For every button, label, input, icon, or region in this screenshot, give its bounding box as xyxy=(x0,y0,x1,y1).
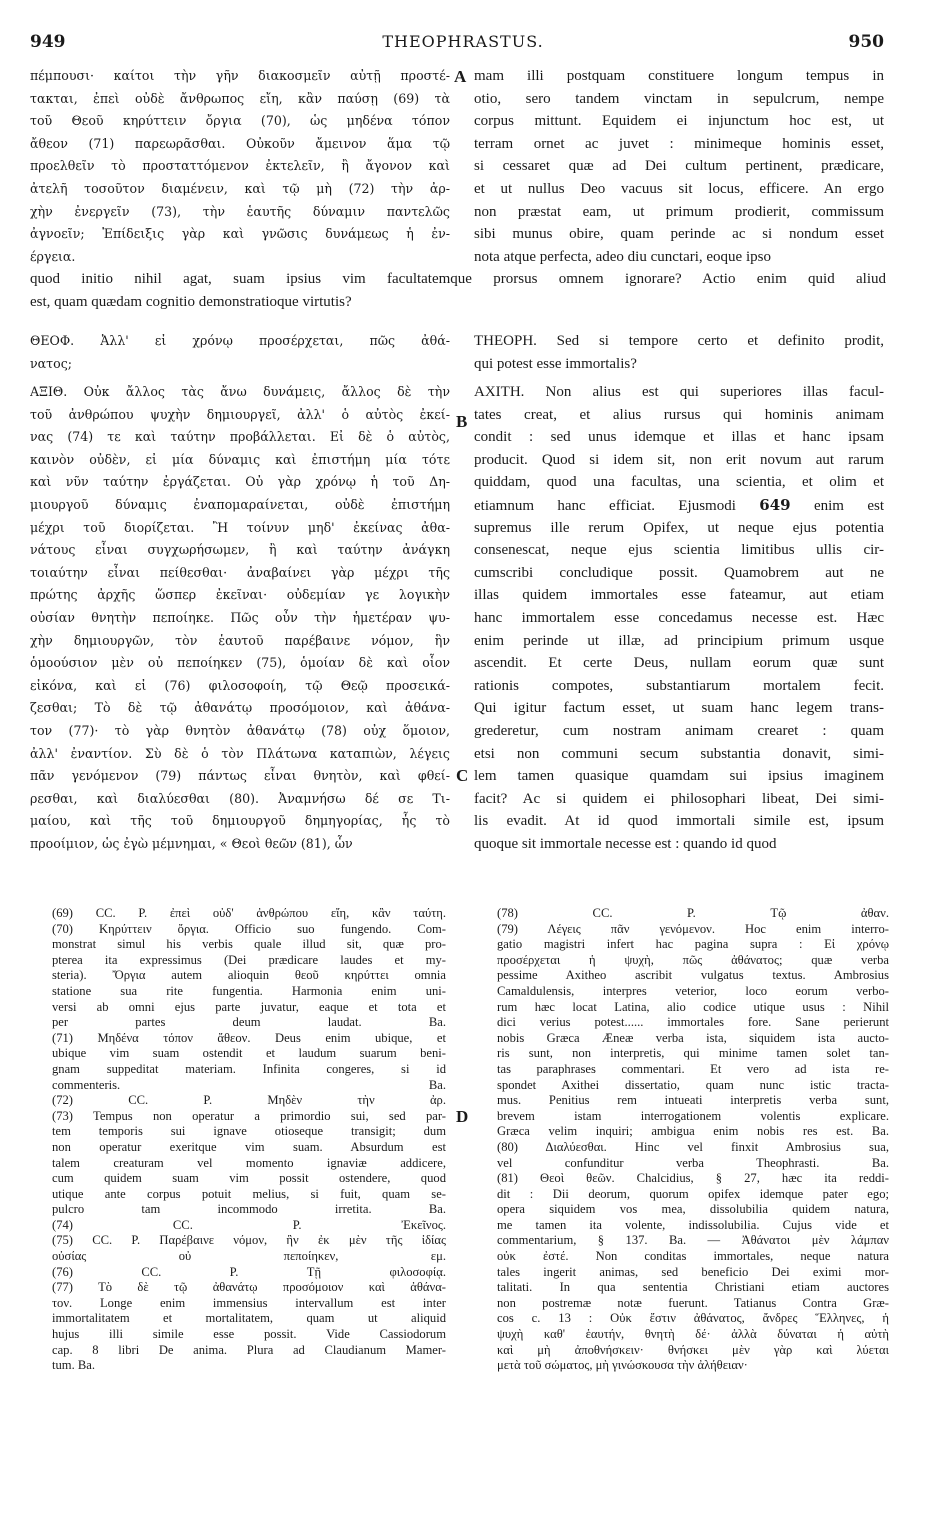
margin-letter-b: B xyxy=(456,412,468,431)
notesR-line: καὶ μὴ ἀποθνήσκειν· θνήσκει μὲν γὰρ καὶ λύεται xyxy=(497,1342,889,1357)
latin-column-block-3 xyxy=(474,381,884,855)
gr3-line: πᾶν γενόμενον (79) πάντως εἶναι θνητὸν, καὶ φθεί- xyxy=(30,768,450,784)
notesR-line: ris sunt, non interpretis, qui minime tamen solet tan- xyxy=(497,1046,889,1061)
notesR-line: μετὰ τοῦ σώματος, μὴ γινώσκουσα τὴν ἀλήθειαν· xyxy=(497,1358,748,1373)
notesL-line: (70) Κηρύττειν ὄργια. Officio suo fungendo. Com- xyxy=(52,921,446,936)
gr1-line: ἄθεον (71) παρεωρᾶσθαι. Οὐκοῦν ἄμεινον ἅμα τῷ xyxy=(30,135,450,151)
gr3-line: προοίμιον, ὡς ἐγὼ μέμνημαι, « Θεοὶ θεῶν (81), ὧν xyxy=(30,835,353,851)
notesL-line: tem temporis sui ignave otioseque transigit; dum xyxy=(52,1124,446,1139)
notesL-line: τον. Longe enim immensius intervallum est inter xyxy=(52,1295,446,1310)
span-line: quod initio nihil agat, suam ipsius vim facultatemque prorsus omnem ignorare? Actio enim quid aliud xyxy=(30,271,886,287)
span-line: est, quam quædam cognitio demonstratioque virtutis? xyxy=(30,293,352,310)
la3-line: consenescat, neque ejus scientia limitibus ullis cir- xyxy=(474,542,884,559)
la2-line: THEOPH. Sed si tempore certo et definito prodit, xyxy=(474,333,884,349)
gr1-line: τακται, ἐπεὶ οὐδὲ ἄνθρωπος εἴη, κἂν παύσῃ (69) τὰ xyxy=(30,90,450,106)
running-title: THEOPHRASTUS. xyxy=(382,32,544,51)
notesR-line: gatio magistri infert hac pagina supra : Εἰ χρόνῳ xyxy=(497,937,889,952)
page-number-left: 949 xyxy=(30,32,66,52)
notesR-line: (78) CC. P. Τῷ ἀθαν. xyxy=(497,906,889,920)
la3-line: lem tamen quasique quamdam sui ipsius imaginem xyxy=(474,768,884,785)
latin-spanning-lines xyxy=(30,268,886,313)
gr1-line: χὴν ἐνεργεῖν (73), τὴν ἑαυτῆς δύναμιν παντελῶς xyxy=(30,203,450,219)
notesL-line: (69) CC. P. ἐπεὶ οὐδ' ἀνθρώπου εἴη, κἂν ταύτη. xyxy=(52,906,446,920)
la3-line: condit : sed unus idemque et illas et hanc ipsam xyxy=(474,429,884,446)
notesL-line: steria). Ὄργια autem alioquin θεοῦ κηρύττει omnia xyxy=(52,968,446,983)
gr3-line: τον (77)· τὸ γὰρ θνητὸν ἀθανάτῳ (78) οὐχ ὅμοιον, xyxy=(30,722,450,738)
notesL-line: non operatur exeritque vim suam. Absurdum est xyxy=(52,1139,446,1154)
la3-line: tates creat, et alius rursus qui hominis animam xyxy=(474,406,884,423)
latin-column-block-1 xyxy=(474,65,884,268)
la1-line: et ut nullus Deo vacuus sit locus, efficere. An ergo xyxy=(474,180,884,197)
gr3-line: εἰκόνα, καὶ εἰ (76) φιλοσοφοίη, τῷ Θεῷ προσεικά- xyxy=(30,677,450,693)
notesL-line: immortalitatem et mortalitatem, quam ut aliquid xyxy=(52,1311,446,1326)
notesL-line: pterea ita expressimus (Dei prædicare laudes et my- xyxy=(52,952,446,967)
notesR-line: brevem istam interrogationem volentis explicare. xyxy=(497,1108,889,1123)
notesR-line: talitati. In qua sententia Christiani etiam auctores xyxy=(497,1280,889,1295)
la3-line: etsi non communi secum substantia donavit, simi- xyxy=(474,745,884,762)
margin-letter-c: C xyxy=(456,766,469,785)
la1-line: otio, sero tandem vinctam in sepulcrum, nempe xyxy=(474,90,884,107)
gr2-line: νατος; xyxy=(30,355,73,371)
notesL-line: (71) Μηδένα τόπον ἄθεον. Deus enim ubique, et xyxy=(52,1030,446,1045)
la3-line: hanc immortalem esse concedamus necesse est. Hæc xyxy=(474,609,884,626)
latin-line-text: enim est xyxy=(813,497,884,514)
notesR-line: dit : Dii deorum, quorum opifex idemque pater ego; xyxy=(497,1186,889,1201)
notesR-line: (80) Διαλύεσθαι. Hinc vel finxit Ambrosius sua, xyxy=(497,1139,889,1154)
margin-letter-d: D xyxy=(456,1107,469,1126)
margin-letter-a: A xyxy=(454,67,467,86)
gr2-line: ΘΕΟΦ. Ἀλλ' εἰ χρόνῳ προσέρχεται, πῶς ἀθά- xyxy=(30,333,450,348)
notesR-line: nobis Græca Æneæ verba ista, siquidem ista aucto- xyxy=(497,1030,889,1045)
gr1-line: έργεια. xyxy=(30,248,76,264)
notesR-line: dici verius potest...... immortales fore. Sane perierunt xyxy=(497,1015,889,1030)
gr3-line: ἀλλ' ἐναντίον. Σὺ δὲ ὁ τὸν Πλάτωνα καταπιὼν, λέγεις xyxy=(30,745,450,761)
gr3-line: χὴν δημιουργῶν, τὸν ἑαυτοῦ παρέβαινε νόμον, ἣν xyxy=(30,632,450,648)
gr3-line: μαίου, καὶ τῆς τοῦ δημιουργοῦ δημηγορίας, ἧς τὸ xyxy=(30,813,450,829)
notesR-line: (79) Λέγεις πᾶν γενόμενον. Hoc enim interro- xyxy=(497,921,889,936)
la3-line: Qui igitur factum esset, ut suam hanc legem trans- xyxy=(474,700,884,717)
la3-line xyxy=(474,494,884,517)
la3-line: grederetur, cum nostram animam crearet : quam xyxy=(474,722,884,739)
column-number-marker: 649 xyxy=(759,495,791,514)
la3-line: AXITH. Non alius est qui superiores illas facul- xyxy=(474,384,884,400)
notesR-line: προσέρχεται ἡ ψυχὴ, πῶς ἀθάνατος; quæ verba xyxy=(497,952,889,967)
la3-line: ascendit. Et certe Deus, nullam eorum quæ sunt xyxy=(474,655,884,672)
notesL-line: (76) CC. P. Τῇ φιλοσοφίᾳ. xyxy=(52,1264,446,1279)
notesL-line: hujus illi simile esse possit. Vide Cassiodorum xyxy=(52,1327,446,1342)
notesR-line: Camaldulensis, interpres veterior, loco eorum verbo- xyxy=(497,983,889,998)
greek-dialogue-theoph xyxy=(30,330,450,375)
notesR-line: spondet Axithei dissertatio, quam nunc istic tracta- xyxy=(497,1077,889,1092)
la1-line: nota atque perfecta, adeo diu cunctari, eoque ipso xyxy=(474,248,771,265)
footnotes-right xyxy=(497,906,889,1374)
gr3-line: νάτους εἶναι συγχωρήσωμεν, ἢ καὶ ταύτην ἀνάγκη xyxy=(30,542,450,558)
gr1-line: πέμπουσι· καίτοι τὴν γῆν διακοσμεῖν αὐτῇ προστέ- xyxy=(30,68,450,83)
gr3-line: καὶ νῦν ταύτην ἐργάζεται. Οὐ γὰρ χρόνῳ ἡ τοῦ Δη- xyxy=(30,474,450,490)
la1-line: terram ornet ac juvet : minimeque hominis esset, xyxy=(474,135,884,152)
notesL-line: cum quidem suam vim possit ostendere, quod xyxy=(52,1171,446,1186)
notesR-line: mus. Penitius rem intueati interpretis verba sunt, xyxy=(497,1093,889,1108)
greek-column-block-3 xyxy=(30,381,450,855)
gr3-line: τοῦ ἀνθρώπου ψυχὴν δημιουργεῖ, ἀλλ' ὁ αὐτὸς ἐκεί- xyxy=(30,406,450,422)
gr3-line: ρεσθαι, καὶ διαλύεσθαι (80). Ἀναμνήσω δέ σε Τι- xyxy=(30,790,450,806)
la3-line: enim perinde ut illæ, ad principium primum usque xyxy=(474,632,884,649)
notesL-line: (75) CC. P. Παρέβαινε νόμον, ἣν ἐκ μὲν τῆς ἰδίας xyxy=(52,1233,446,1248)
notesR-line: οὐκ ἐστέ. Non conditas immortales, neque natura xyxy=(497,1249,889,1264)
gr1-line: ἀγνοεῖν; Ἐπίδειξις γὰρ καὶ γνῶσις δυνάμεως ἡ ἐν- xyxy=(30,226,450,242)
notesL-line: (77) Τὸ δὲ τῷ ἀθανάτῳ προσόμοιον καὶ ἀθάνα- xyxy=(52,1280,446,1295)
notesL-line: οὐσίας οὐ πεποίηκεν, εμ. xyxy=(52,1249,446,1264)
greek-column-block-1 xyxy=(30,65,450,268)
notesR-line: tas paraphrases commentari. Et vero ad ista re- xyxy=(497,1061,889,1076)
notesL-line: monstrat simul his verbis quale illud sit, quæ pro- xyxy=(52,937,446,952)
gr3-line: πρώτης ἀρχῆς ὥσπερ ἐκεῖναι· οὐδεμίαν γε λογικὴν xyxy=(30,587,450,603)
la3-line: supremus ille rerum Opifex, ut neque ejus potentia xyxy=(474,519,884,536)
gr1-line: ἀτελῆ τοσοῦτον διαμένειν, καὶ τῷ μὴ (72) τὴν ἀρ- xyxy=(30,180,450,196)
gr3-line: ὁμοούσιον μὲν οὐ πεποίηκεν (75), ὁμοίαν δὲ καὶ οἷον xyxy=(30,655,450,671)
notesL-line: utique ante corpus potuit melius, si fuit, quam se- xyxy=(52,1186,446,1201)
gr3-line: οὐσίαν θνητὴν πεποίηκε. Πῶς οὖν τὴν ἡμετέραν ψυ- xyxy=(30,609,450,625)
la3-line: quoque sit immortale necesse est : quando id quod xyxy=(474,835,777,852)
la1-line: mam illi postquam constituere longum tempus in xyxy=(474,68,884,84)
notesR-line: vel confunditur verba Theophrasti. Ba. xyxy=(497,1155,889,1170)
footnotes-left xyxy=(52,906,446,1374)
notesR-line: rum hæc locat Latina, alio codice utique usus : Nihil xyxy=(497,999,889,1014)
notesR-line: non postremæ notæ fuerunt. Tatianus Contra Græ- xyxy=(497,1295,889,1310)
la3-line: lis evadit. At id quod immortali simile est, ipsum xyxy=(474,813,884,830)
la2-line: qui potest esse immortalis? xyxy=(474,355,637,372)
gr1-line: προελθεῖν τὸ προσταττόμενον ἐκτελεῖν, ἢ ἄγονον καὶ xyxy=(30,158,450,174)
notesR-line: commentarium, § 137. Ba. — Ἀθάνατοι μὲν λάμπαν xyxy=(497,1233,889,1248)
page-number-right: 950 xyxy=(848,32,884,52)
la1-line: si cessaret quæ ad Dei cultum pertinent, prædicare, xyxy=(474,158,884,175)
la1-line: corpus mittunt. Equidem ei injunctum hoc est, ut xyxy=(474,113,884,130)
la1-line: sibi munus obire, quam perinde ac si nondum esset xyxy=(474,226,884,243)
la3-line: cumscribi concludique possit. Quamobrem aut ne xyxy=(474,564,884,581)
notesL-line: per partes deum laudat. Ba. xyxy=(52,1015,446,1030)
notesL-line: (74) CC. P. Ἐκεῖνος. xyxy=(52,1217,446,1232)
la3-line: facit? Ac si quidem ei philosophari libeat, Dei simi- xyxy=(474,790,884,807)
la3-line: producit. Quod si idem sit, non erit novum aut rarum xyxy=(474,451,884,468)
latin-line-text: etiamnum hanc efficiat. Ejusmodi xyxy=(474,497,736,514)
notesR-line: tales ingerit animas, sed beneficio Dei eximi mor- xyxy=(497,1264,889,1279)
notesR-line: pessime Axitheo ascribit vulgatus textus. Ambrosius xyxy=(497,968,889,983)
la3-line: illas quidem immortales esse fateamur, aut etiam xyxy=(474,587,884,604)
notesL-line: commenteris. Ba. xyxy=(52,1077,446,1092)
gr3-line: ΑΞΙΘ. Οὐκ ἄλλος τὰς ἄνω δυνάμεις, ἄλλος δὲ τὴν xyxy=(30,384,450,399)
gr3-line: μέχρι τοῦ διορίζεται. Ἢ τοίνυν μηδ' ἐκείνας ἀθα- xyxy=(30,519,450,535)
notesR-line: opera siquidem vos mea, dissolubilia quidem natura, xyxy=(497,1202,889,1217)
notesL-line: statione sua rite fungentia. Harmonia enim uni- xyxy=(52,983,446,998)
notesR-line: Græca velim inquiri; ambigua enim nobis res est. Ba. xyxy=(497,1124,889,1139)
gr3-line: νας (74) τε καὶ ταύτην προβάλλεται. Εἰ δὲ ὁ αὐτὸς, xyxy=(30,429,450,445)
notesR-line: me tamen ita volente, indissolubilia. Cujus vide et xyxy=(497,1217,889,1232)
gr3-line: μιουργοῦ δύναμις ἐναπομαραίνεται, οὐδὲ ἐπιστήμη xyxy=(30,496,450,512)
notesL-line: cap. 8 libri De anima. Plura ad Claudianum Mamer- xyxy=(52,1342,446,1357)
notesL-line: talem creaturam vel momento ignaviæ addicere, xyxy=(52,1155,446,1170)
notesL-line: ubique vim suam ostendit et laudum suarum beni- xyxy=(52,1046,446,1061)
la3-line: quiddam, quod una facultas, una scientia, et olim et xyxy=(474,474,884,491)
notesL-line: (72) CC. P. Μηδὲν τὴν ἀρ. xyxy=(52,1093,446,1108)
gr1-line: τοῦ Θεοῦ κηρύττειν ὄργια (70), ὡς μηδένα τόπον xyxy=(30,113,450,129)
notesL-line: tum. Ba. xyxy=(52,1358,96,1373)
la1-line: non præstat eam, ut primum prodierit, commissum xyxy=(474,203,884,220)
notesR-line: (81) Θεοὶ θεῶν. Chalcidius, § 27, hæc ita reddi- xyxy=(497,1171,889,1186)
notesL-line: (73) Tempus non operatur a primordio sui, sed par- xyxy=(52,1108,446,1123)
notesL-line: pulcro tam incommodo irretita. Ba. xyxy=(52,1202,446,1217)
la3-line: rationis compotes, substantiarum mortalem fecit. xyxy=(474,677,884,694)
notesL-line: gnam suppeditat materiam. Infinita congeres, si id xyxy=(52,1061,446,1076)
notesR-line: ψυχὴ καθ' ἑαυτήν, θνητὴ δέ· ἀλλὰ δύναται ἡ αὐτὴ xyxy=(497,1327,889,1342)
gr3-line: τοιαύτην εἶναι πείθεσθαι· ἀναβαίνει γὰρ μέχρι τῆς xyxy=(30,564,450,580)
gr3-line: καινὸν οὐδὲν, εἰ μία δύναμις καὶ ἐπιστήμη μία τότε xyxy=(30,451,450,467)
notesL-line: versi ab omni ejus parte juvatur, eaque et tota et xyxy=(52,999,446,1014)
latin-dialogue-theoph xyxy=(474,330,884,375)
notesR-line: cos c. 13 : Οὐκ ἔστιν ἀθάνατος, ἄνδρες Ἕλληνες, ἡ xyxy=(497,1311,889,1326)
gr3-line: ζεσθαι; Τὸ δὲ τῷ ἀθανάτῳ προσόμοιον, καὶ ἀθάνα- xyxy=(30,700,450,716)
